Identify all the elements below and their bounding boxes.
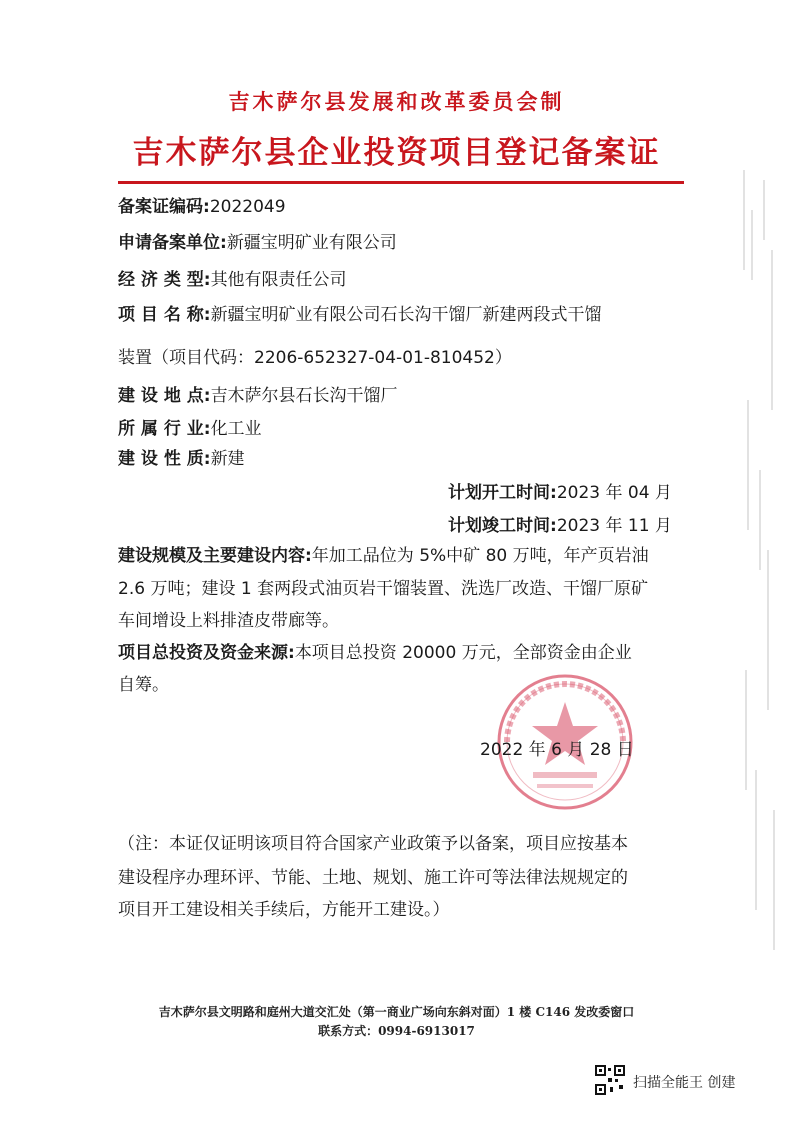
investment-line-2: 自筹。 [118, 675, 169, 695]
issuer-line: 吉木萨尔县发展和改革委员会制 [228, 90, 565, 114]
econ-type-label: 经 济 类 型: [118, 270, 211, 290]
footer-phone: 联系方式：0994-6913017 [318, 1024, 475, 1038]
applicant-label: 申请备案单位: [118, 233, 227, 253]
cert-no-label: 备案证编码: [118, 197, 210, 217]
qr-code-icon [595, 1065, 625, 1095]
project-name-label: 项 目 名 称: [118, 305, 211, 325]
scale-line-3: 车间增设上料排渣皮带廊等。 [118, 611, 339, 631]
project-name-row [118, 300, 602, 325]
cert-no-row [118, 192, 286, 217]
start-time-row [448, 478, 672, 503]
econ-type-value: 其他有限责任公司 [210, 270, 347, 290]
project-name-continuation: 装置（项目代码：2206-652327-04-01-810452） [118, 348, 512, 368]
title-divider [118, 181, 684, 184]
document-title: 吉木萨尔县企业投资项目登记备案证 [132, 135, 661, 171]
investment-line-1: 本项目总投资 20000 万元，全部资金由企业 [294, 643, 632, 663]
nature-value: 新建 [210, 449, 245, 469]
end-time-value: 2023 年 11 月 [556, 516, 672, 536]
industry-value: 化工业 [210, 419, 262, 439]
scale-line-2: 2.6 万吨；建设 1 套两段式油页岩干馏装置、洗选厂改造、干馏厂原矿 [118, 579, 649, 599]
econ-type-row [118, 265, 347, 290]
note-line-1: （注：本证仅证明该项目符合国家产业政策予以备案，项目应按基本 [118, 834, 628, 854]
end-time-label: 计划竣工时间: [448, 516, 557, 536]
start-time-value: 2023 年 04 月 [556, 483, 672, 503]
scanner-watermark: 扫描全能王 创建 [633, 1075, 736, 1091]
location-label: 建 设 地 点: [118, 386, 211, 406]
investment-label: 项目总投资及资金来源: [118, 643, 295, 663]
scale-label: 建设规模及主要建设内容: [118, 546, 312, 566]
industry-row [118, 414, 262, 439]
applicant-row [118, 228, 397, 253]
applicant-value: 新疆宝明矿业有限公司 [226, 233, 397, 253]
project-name-value: 新疆宝明矿业有限公司石长沟干馏厂新建两段式干馏 [210, 305, 602, 325]
scale-row [118, 541, 649, 566]
start-time-label: 计划开工时间: [448, 483, 557, 503]
scale-line-1: 年加工品位为 5%中矿 80 万吨，年产页岩油 [311, 546, 649, 566]
location-row [118, 381, 398, 406]
scan-edge-noise [742, 150, 782, 970]
nature-row [118, 444, 245, 469]
investment-row [118, 638, 632, 663]
industry-label: 所 属 行 业: [118, 419, 211, 439]
end-time-row [448, 511, 672, 536]
location-value: 吉木萨尔县石长沟干馏厂 [210, 386, 398, 406]
issue-date: 2022 年 6 月 28 日 [480, 740, 634, 760]
nature-label: 建 设 性 质: [118, 449, 211, 469]
note-line-3: 项目开工建设相关手续后，方能开工建设。） [118, 900, 450, 920]
footer-address: 吉木萨尔县文明路和庭州大道交汇处（第一商业广场向东斜对面）1 楼 C146 发改委窗口 [158, 1005, 635, 1019]
note-line-2: 建设程序办理环评、节能、土地、规划、施工许可等法律法规规定的 [118, 868, 628, 888]
cert-no-value: 2022049 [209, 197, 286, 217]
